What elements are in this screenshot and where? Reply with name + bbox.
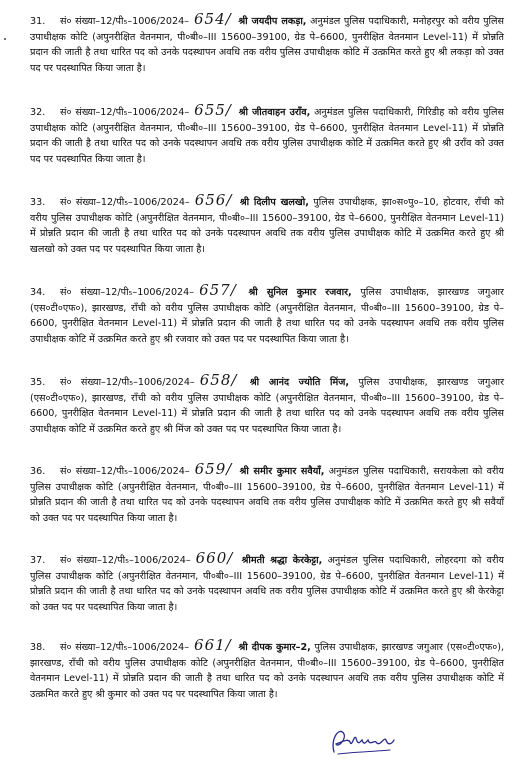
officer-name: श्री दीपक कुमार–2,	[238, 642, 311, 653]
entry-number: 31.	[30, 16, 46, 27]
entry-number: 33.	[30, 197, 46, 208]
entry-number: 37.	[30, 555, 46, 566]
entry-reference: सं० संख्या–12/पी₅–1006/2024–	[60, 107, 190, 118]
handwritten-number: 661/	[194, 636, 232, 654]
order-entry-32	[30, 103, 504, 167]
margin-dot	[4, 38, 6, 40]
officer-name: श्री जीतवाहन उराँव,	[238, 107, 311, 118]
handwritten-number: 660/	[195, 549, 234, 567]
entry-reference: सं० संख्या–12/पी₅–1006/2024–	[60, 555, 191, 566]
order-entry-31	[30, 12, 504, 76]
officer-name: श्री दिलीप खलखो,	[239, 197, 309, 208]
entry-number: 38.	[30, 642, 46, 653]
entry-body: अनुमंडल पुलिस पदाधिकारी, सरायकेला को वरीय पुलिस उपाधीक्षक कोटि (अपुनरीक्षित वेतनमान, पी०बी०–III 15600–39100, ग्रेड पे–6600, पुनरीक्षित वेतनमान Level-11) में प्रोन्नति प्रदान की जाती है तथा धारित पद को उनके पदस्थापन अवधि तक वरीय पुलिस उपाधीक्षक कोटि में उत्क्रमित करते हुए श्री सवैयाँ को उक्त पद पर पदस्थापित किया जाता है।	[30, 466, 504, 524]
handwritten-number: 659/	[194, 460, 233, 478]
entry-body: पुलिस उपाधीक्षक, झारखण्ड जगुआर (एस०टी०एफ०), झारखण्ड, राँची को वरीय पुलिस उपाधीक्षक कोटि (अपुनरीक्षित वेतनमान, पी०बी०–III 15600–39100, ग्रेड पे–6600, पुनरीक्षित वेतनमान Level-11) में प्रोन्नति प्रदान की जाती है तथा धारित पद को उनके पदस्थापन अवधि तक वरीय पुलिस उपाधीक्षक कोटि में उत्क्रमित करते हुए श्री मिंज को उक्त पद पर पदस्थापित किया जाता है।	[30, 377, 504, 435]
entry-number: 34.	[30, 287, 46, 298]
order-entry-35	[30, 373, 504, 437]
officer-name: श्री जयदीप लकड़ा,	[238, 16, 307, 27]
entry-body: पुलिस उपाधीक्षक, झारखण्ड जगुआर (एस०टी०एफ०), झारखण्ड, राँची को वरीय पुलिस उपाधीक्षक कोटि (अपुनरीक्षित वेतनमान, पी०बी०–III 15600–39100, ग्रेड पे–6600, पुनरीक्षित वेतनमान Level-11) में प्रोन्नति प्रदान की जाती है तथा धारित पद को उनके पदस्थापन अवधि तक वरीय पुलिस उपाधीक्षक कोटि में उत्क्रमित करते हुए श्री रजवार को उक्त पद पर पदस्थापित किया जाता है।	[30, 287, 504, 345]
entry-body: अनुमंडल पुलिस पदाधिकारी, मनोहरपुर को वरीय पुलिस उपाधीक्षक कोटि (अपुनरीक्षित वेतनमान, पी०बी०–III 15600–39100, ग्रेड पे–6600, पुनरीक्षित वेतनमान Level-11) में प्रोन्नति प्रदान की जाती है तथा धारित पद को उनके पदस्थापन अवधि तक वरीय पुलिस उपाधीक्षक कोटि में उत्क्रमित करते हुए श्री लकड़ा को उक्त पद पर पदस्थापित किया जाता है।	[30, 16, 505, 74]
entry-reference: सं० संख्या–12/पी₅–1006/2024–	[60, 287, 195, 298]
entry-reference: सं० संख्या–12/पी₅–1006/2024–	[60, 377, 195, 388]
entry-number: 35.	[30, 377, 46, 388]
entry-body: पुलिस उपाधीक्षक, झा०स०पु०–10, होटवार, राँची को वरीय पुलिस उपाधीक्षक कोटि (अपुनरीक्षित वेतनमान, पी०बी०–III 15600–39100, ग्रेड पे–6600, पुनरीक्षित वेतनमान Level-11) में प्रोन्नति प्रदान की जाती है तथा धारित पद को उनके पदस्थापन अवधि तक वरीय पुलिस उपाधीक्षक कोटि में उत्क्रमित करते हुए श्री खलखो को उक्त पद पर पदस्थापित किया जाता है।	[30, 197, 504, 255]
entry-number: 36.	[30, 466, 46, 477]
order-entry-38	[30, 638, 504, 702]
officer-name: श्री सुनिल कुमार रजवार,	[248, 287, 352, 298]
entry-reference: सं० संख्या–12/पी₅–1006/2024–	[60, 466, 190, 477]
order-entry-37	[30, 551, 504, 615]
handwritten-number: 658/	[199, 371, 238, 389]
handwritten-number: 655/	[194, 101, 232, 119]
order-entry-33	[30, 193, 504, 257]
entry-body: पुलिस उपाधीक्षक, झारखण्ड जगुआर (एस०टी०एफ०), झारखण्ड, राँची को वरीय पुलिस उपाधीक्षक कोटि (अपुनरीक्षित वेतनमान, पी०बी०–III 15600–39100, ग्रेड पे–6600, पुनरीक्षित वेतनमान Level-11) में प्रोन्नति प्रदान की जाती है तथा धारित पद को उनके पदस्थापन अवधि तक वरीय पुलिस उपाधीक्षक कोटि में उत्क्रमित करते हुए श्री कुमार को उक्त पद पर पदस्थापित किया जाता है।	[30, 642, 504, 700]
entry-number: 32.	[30, 107, 46, 118]
order-entry-34	[30, 283, 504, 347]
entry-reference: सं० संख्या–12/पी₅–1006/2024–	[60, 197, 190, 208]
handwritten-number: 657/	[199, 281, 237, 299]
handwritten-number: 656/	[194, 191, 233, 209]
entry-reference: सं० संख्या–12/पी₅–1006/2024–	[60, 642, 190, 653]
officer-name: श्रीमती श्रद्धा केरकेट्टा,	[241, 555, 323, 566]
handwritten-signature	[328, 722, 398, 758]
entry-body: अनुमंडल पुलिस पदाधिकारी, गिरिडीह को वरीय पुलिस उपाधीक्षक कोटि (अपुनरीक्षित वेतनमान, पी०बी०–III 15600–39100, ग्रेड पे–6600, पुनरीक्षित वेतनमान Level-11) में प्रोन्नति प्रदान की जाती है तथा धारित पद को उनके पदस्थापन अवधि तक वरीय पुलिस उपाधीक्षक कोटि में उत्क्रमित करते हुए श्री उराँव को उक्त पद पर पदस्थापित किया जाता है।	[30, 107, 504, 165]
order-entry-36	[30, 462, 504, 526]
officer-name: श्री समीर कुमार सवैयाँ,	[239, 466, 325, 477]
officer-name: श्री आनंद ज्योति मिंज,	[249, 377, 350, 388]
entry-reference: सं० संख्या–12/पी₅–1006/2024–	[60, 16, 189, 27]
entry-body: अनुमंडल पुलिस पदाधिकारी, लोहरदगा को वरीय पुलिस उपाधीक्षक कोटि (अपुनरीक्षित वेतनमान, पी०बी०–III 15600–39100, ग्रेड पे–6600, पुनरीक्षित वेतनमान Level-11) में प्रोन्नति प्रदान की जाती है तथा धारित पद को उनके पदस्थापन अवधि तक वरीय पुलिस उपाधीक्षक कोटि में उत्क्रमित करते हुए श्री केरकेट्टा को उक्त पद पर पदस्थापित किया जाता है।	[30, 555, 504, 613]
handwritten-number: 654/	[193, 10, 232, 28]
